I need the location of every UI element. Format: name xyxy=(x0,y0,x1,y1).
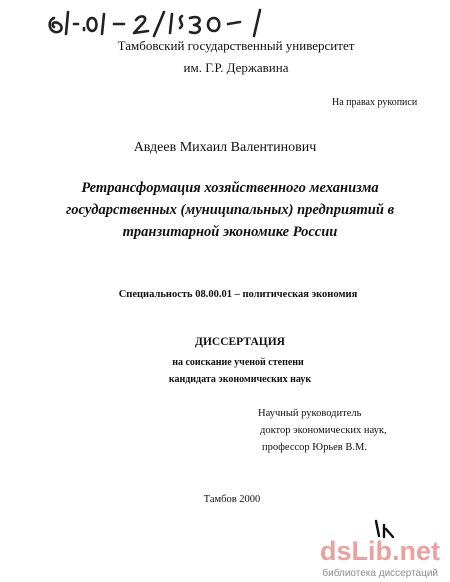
dslib-watermark xyxy=(225,536,440,580)
title-line-3: транзитарной экономике России xyxy=(122,224,338,240)
title-line-2: государственных (муниципальных) предприятий в xyxy=(65,202,395,218)
supervisor-degree: доктор экономических наук, xyxy=(260,425,387,436)
degree-line-2: кандидата экономических наук xyxy=(168,374,312,385)
author-name: Авдеев Михаил Валентинович xyxy=(133,140,317,155)
dissertation-heading: ДИССЕРТАЦИЯ xyxy=(195,336,285,348)
supervisor-name: профессор Юрьев В.М. xyxy=(262,442,367,453)
city-year: Тамбов 2000 xyxy=(203,494,261,505)
title-line-1: Ретрансформация хозяйственного механизма xyxy=(81,180,379,196)
degree-line-1: на соискание ученой степени xyxy=(172,357,304,368)
manuscript-rights-note: На правах рукописи xyxy=(332,97,418,108)
university-name: Тамбовский государственный университет xyxy=(117,38,355,53)
dslib-logo: dsLib.net xyxy=(320,536,440,566)
dslib-subtitle: библиотека диссертаций xyxy=(322,568,438,579)
handwritten-catalog-number xyxy=(40,6,340,40)
supervisor-label: Научный руководитель xyxy=(258,408,362,419)
university-honorific: им. Г.Р. Державина xyxy=(183,60,289,75)
specialty-line: Специальность 08.00.01 – политическая экономия xyxy=(118,289,358,300)
